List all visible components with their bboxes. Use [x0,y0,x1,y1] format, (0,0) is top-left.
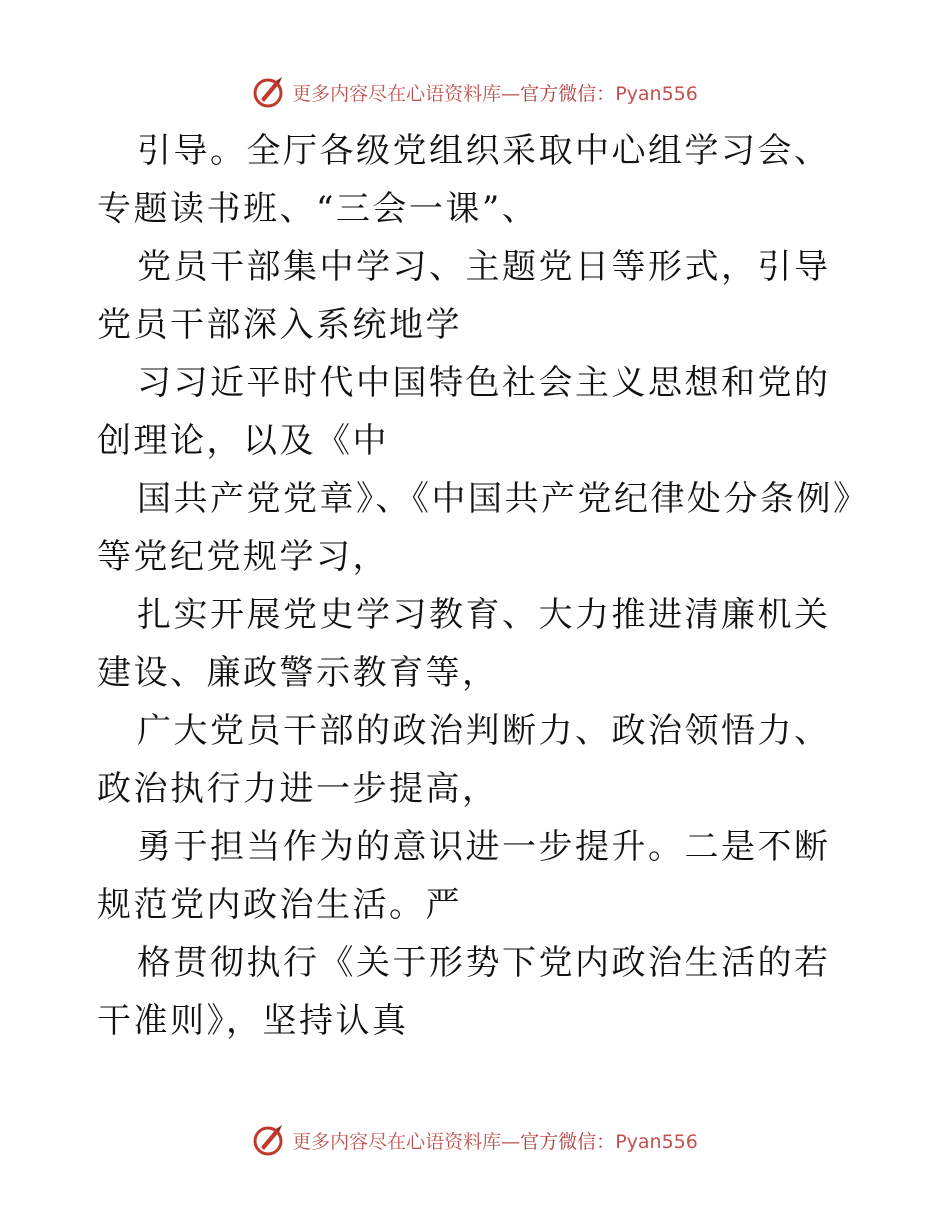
header-banner-text [292,79,698,106]
quill-logo-icon [252,75,286,109]
paragraph-5: 扎实开展党史学习教育、大力推进清廉机关建设、廉政警示教育等， [97,595,831,693]
footer-separator: — [501,1130,521,1153]
quill-logo-icon [252,1123,286,1157]
paragraph-6: 广大党员干部的政治判断力、政治领悟力、政治执行力进一步提高， [97,711,831,809]
footer-banner [0,1120,950,1160]
paragraph-7: 勇于担当作为的意识进一步提升。二是不断规范党内政治生活。严 [97,827,831,925]
paragraph-3: 习习近平时代中国特色社会主义思想和党的创理论，以及《中 [97,363,831,461]
paragraph-2: 党员干部集中学习、主题党日等形式，引导党员干部深入系统地学 [97,247,831,345]
header-wechat-label: 官方微信： [520,82,616,105]
footer-brand: 更多内容尽在心语资料库 [292,1130,502,1153]
header-banner [0,72,950,112]
paragraph-4: 国共产党党章》、《中国共产党纪律处分条例》等党纪党规学习， [97,479,853,577]
header-brand: 更多内容尽在心语资料库 [292,82,502,105]
paragraph-8: 格贯彻执行《关于形势下党内政治生活的若干准则》，坚持认真 [97,943,831,1041]
header-wechat-id: Pyan556 [615,82,698,105]
footer-banner-text [292,1127,698,1154]
footer-wechat-label: 官方微信： [520,1130,616,1153]
footer-wechat-id: Pyan556 [615,1130,698,1153]
document-body [97,122,857,1050]
header-separator: — [501,82,521,105]
paragraph-1: 引导。全厅各级党组织采取中心组学习会、专题读书班、“三会一课”、 [97,131,831,229]
